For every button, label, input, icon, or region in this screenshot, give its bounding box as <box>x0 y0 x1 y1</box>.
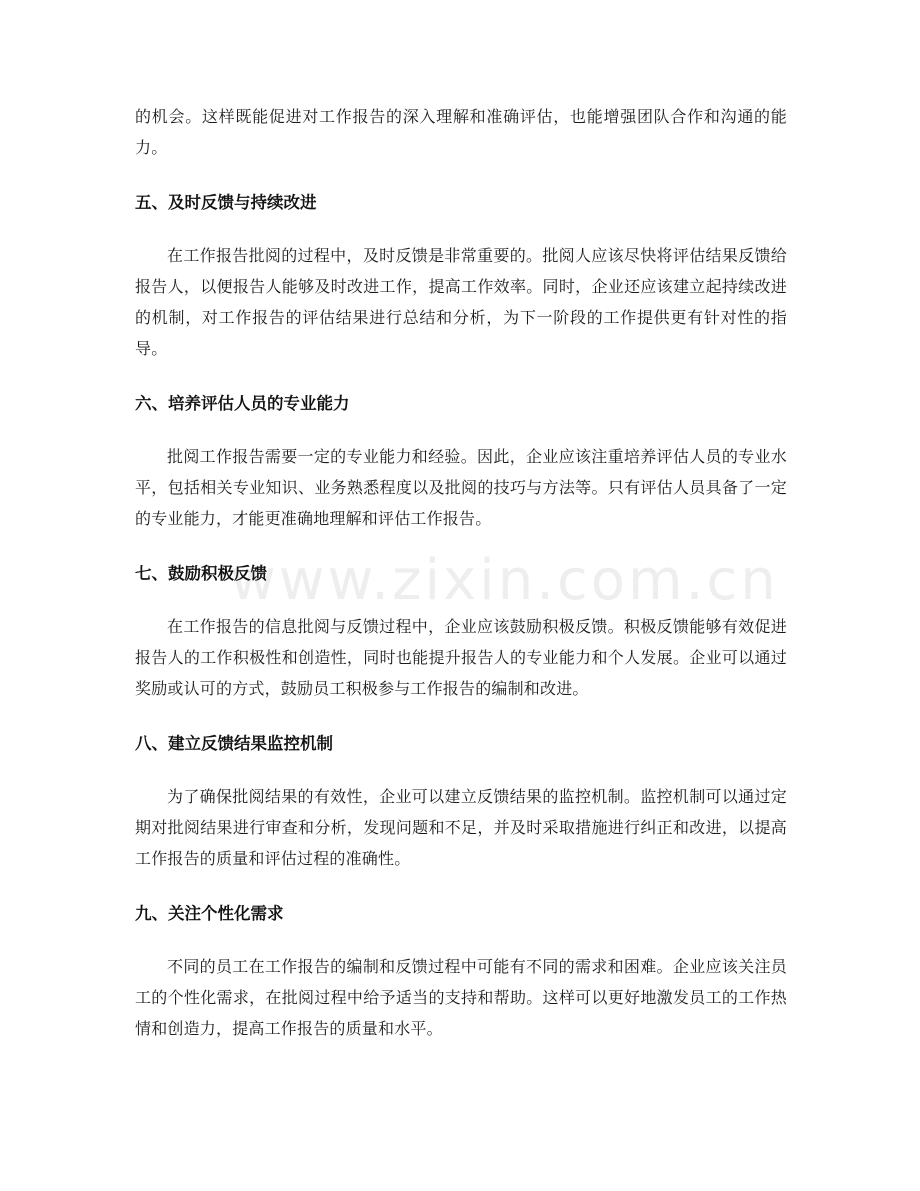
section-heading-5: 五、及时反馈与持续改进 <box>135 193 317 212</box>
section-heading-7: 七、鼓励积极反馈 <box>135 564 267 583</box>
section-heading-6: 六、培养评估人员的专业能力 <box>135 394 350 413</box>
intro-paragraph: 的机会。这样既能促进对工作报告的深入理解和准确评估，也能增强团队合作和沟通的能力。 <box>135 107 787 157</box>
section-body-6: 批阅工作报告需要一定的专业能力和经验。因此，企业应该注重培养评估人员的专业水平，包括相关专业知识、业务熟悉程度以及批阅的技巧与方法等。只有评估人员具备了一定的专业能力，才能更准确地理解和评估工作报告。 <box>135 447 787 528</box>
section-heading-9: 九、关注个性化需求 <box>135 904 284 923</box>
document-page <box>135 101 787 1044</box>
section-body-7: 在工作报告的信息批阅与反馈过程中，企业应该鼓励积极反馈。积极反馈能够有效促进报告人的工作积极性和创造性，同时也能提升报告人的专业能力和个人发展。企业可以通过奖励或认可的方式，鼓励员工积极参与工作报告的编制和改进。 <box>135 617 787 698</box>
section-body-5: 在工作报告批阅的过程中，及时反馈是非常重要的。批阅人应该尽快将评估结果反馈给报告人，以便报告人能够及时改进工作，提高工作效率。同时，企业还应该建立起持续改进的机制，对工作报告的评估结果进行总结和分析，为下一阶段的工作提供更有针对性的指导。 <box>135 246 787 358</box>
section-body-9: 不同的员工在工作报告的编制和反馈过程中可能有不同的需求和困难。企业应该关注员工的个性化需求，在批阅过程中给予适当的支持和帮助。这样可以更好地激发员工的工作热情和创造力，提高工作报告的质量和水平。 <box>135 957 787 1038</box>
watermark: www.zixin.com.cn <box>230 548 779 613</box>
section-body-8: 为了确保批阅结果的有效性，企业可以建立反馈结果的监控机制。监控机制可以通过定期对批阅结果进行审查和分析，发现问题和不足，并及时采取措施进行纠正和改进，以提高工作报告的质量和评估过程的准确性。 <box>135 787 787 868</box>
section-heading-8: 八、建立反馈结果监控机制 <box>135 734 333 753</box>
